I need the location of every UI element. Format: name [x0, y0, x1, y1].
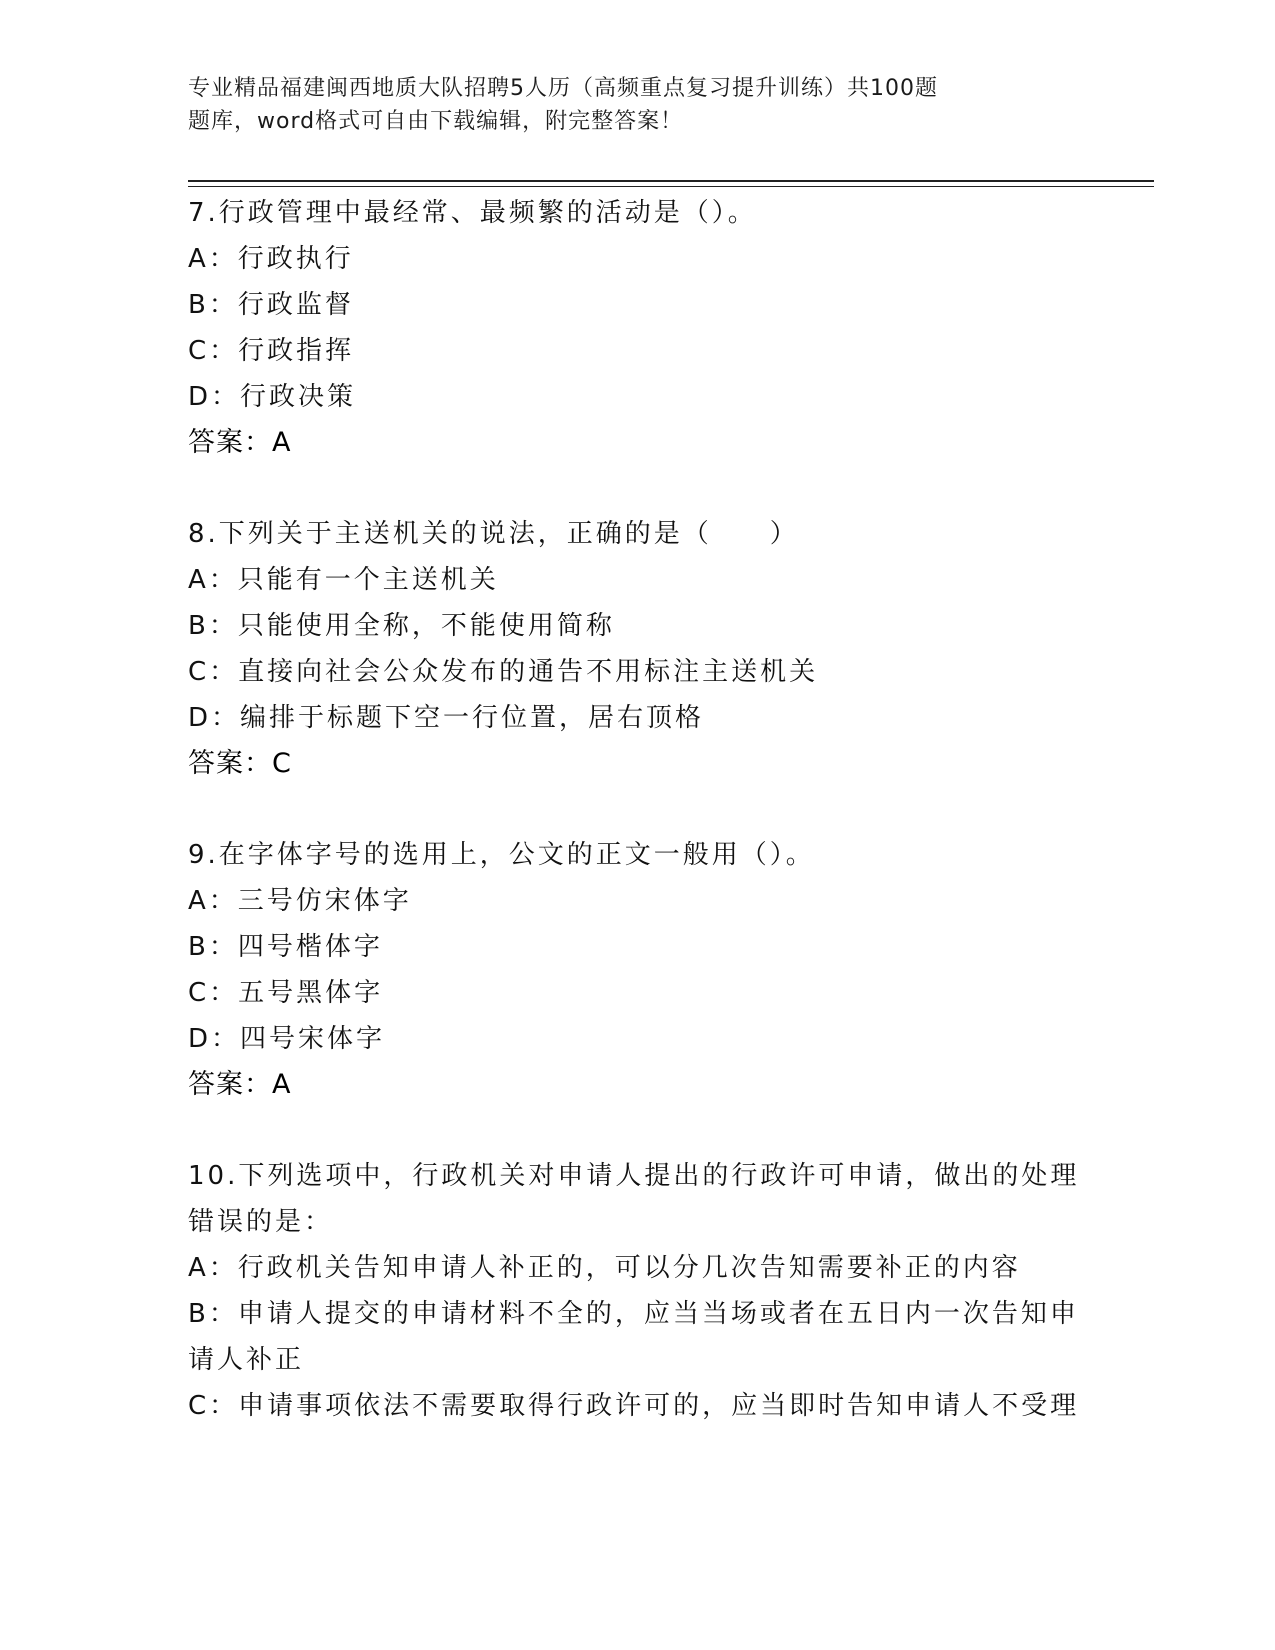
- option-b: B：只能使用全称，不能使用简称: [188, 611, 615, 641]
- question-stem: 9.在字体字号的选用上，公文的正文一般用（）。: [188, 840, 815, 870]
- option-d: D：编排于标题下空一行位置，居右顶格: [188, 703, 705, 733]
- document-header: [188, 72, 1088, 138]
- question-7: [188, 190, 1088, 466]
- question-stem-line-2: 错误的是：: [188, 1207, 334, 1237]
- option-b: B：行政监督: [188, 290, 354, 320]
- option-d: D：行政决策: [188, 382, 357, 412]
- option-a: A：三号仿宋体字: [188, 886, 412, 916]
- option-c: C：直接向社会公众发布的通告不用标注主送机关: [188, 657, 819, 687]
- question-9: [188, 832, 1088, 1108]
- option-b-line-1: B：申请人提交的申请材料不全的，应当当场或者在五日内一次告知申: [188, 1299, 1079, 1329]
- question-stem: 7.行政管理中最经常、最频繁的活动是（）。: [188, 198, 757, 228]
- answer-label: 答案：C: [188, 748, 292, 779]
- option-a: A：行政执行: [188, 244, 354, 274]
- header-divider-thin: [188, 186, 1154, 187]
- option-b: B：四号楷体字: [188, 932, 383, 962]
- question-stem: 8.下列关于主送机关的说法，正确的是（ ）: [188, 519, 799, 549]
- option-a: A：行政机关告知申请人补正的，可以分几次告知需要补正的内容: [188, 1253, 1021, 1283]
- header-divider-thick: [188, 180, 1154, 182]
- answer-label: 答案：A: [188, 427, 292, 458]
- question-8: [188, 511, 1088, 787]
- option-b-line-2: 请人补正: [188, 1345, 305, 1375]
- question-10: [188, 1153, 1088, 1429]
- answer-label: 答案：A: [188, 1069, 292, 1100]
- option-d: D：四号宋体字: [188, 1024, 386, 1054]
- question-list: [188, 190, 1088, 1429]
- option-a: A：只能有一个主送机关: [188, 565, 499, 595]
- option-c: C：行政指挥: [188, 336, 355, 366]
- question-stem-line-1: 10.下列选项中，行政机关对申请人提出的行政许可申请，做出的处理: [188, 1161, 1080, 1191]
- option-c: C：申请事项依法不需要取得行政许可的，应当即时告知申请人不受理: [188, 1391, 1080, 1421]
- option-c: C：五号黑体字: [188, 978, 384, 1008]
- header-line-1: 专业精品福建闽西地质大队招聘5人历（高频重点复习提升训练）共100题: [188, 76, 938, 101]
- header-line-2: 题库，word格式可自由下载编辑，附完整答案！: [188, 109, 684, 134]
